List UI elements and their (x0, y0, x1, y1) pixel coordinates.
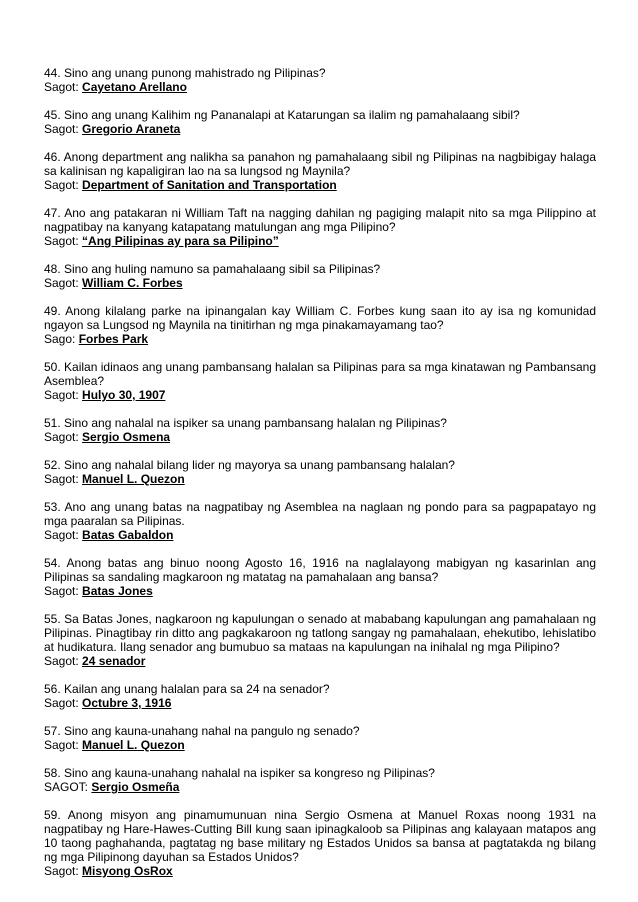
answer-text: Sergio Osmena (82, 430, 171, 444)
answer-label: Sagot: (44, 276, 79, 290)
qa-item (44, 262, 596, 290)
answer-label: Sagot: (44, 122, 79, 136)
answer-line (44, 430, 596, 444)
question-text: 55. Sa Batas Jones, nagkaroon ng kapulungan o senado at mababang kapulungan ang pamahalaan ng Pilipinas. Pinagtibay rin ditto ang pagkakaroon ng tatlong sangay ng pamahalaan, ehekutibo, lehislatibo at hudikatura. Ilang senador ang bumubuo sa mataas na kapulungan na inihalal ng mga Pilipino? (44, 612, 596, 654)
answer-label: Sagot: (44, 738, 79, 752)
answer-text: Department of Sanitation and Transportation (82, 178, 337, 192)
answer-line (44, 696, 596, 710)
answer-label: Sagot: (44, 472, 79, 486)
answer-line (44, 528, 596, 542)
answer-line (44, 80, 596, 94)
qa-item (44, 150, 596, 192)
answer-label: Sagot: (44, 430, 79, 444)
qa-item (44, 724, 596, 752)
answer-label: Sagot: (44, 178, 79, 192)
qa-item (44, 458, 596, 486)
answer-text: William C. Forbes (82, 276, 183, 290)
answer-text: Gregorio Araneta (82, 122, 181, 136)
qa-item (44, 416, 596, 444)
answer-line (44, 122, 596, 136)
answer-text: Hulyo 30, 1907 (82, 388, 166, 402)
answer-text: Octubre 3, 1916 (82, 696, 172, 710)
answer-line (44, 332, 596, 346)
qa-item (44, 66, 596, 94)
answer-line (44, 780, 596, 794)
answer-label: Sagot: (44, 234, 79, 248)
question-text: 58. Sino ang kauna-unahang nahalal na ispiker sa kongreso ng Pilipinas? (44, 766, 435, 780)
question-text: 54. Anong batas ang binuo noong Agosto 16, 1916 na naglalayong mabigyan ng kasarinlan ang Pilipinas sa sandaling magkaroon ng matatag na pamahalaan ang bansa? (44, 556, 596, 584)
answer-text: “Ang Pilipinas ay para sa Pilipino” (82, 234, 279, 248)
answer-text: Batas Gabaldon (82, 528, 174, 542)
answer-text: 24 senador (82, 654, 146, 668)
answer-label: Sagot: (44, 528, 79, 542)
answer-text: Sergio Osmeña (91, 780, 180, 794)
question-text: 46. Anong department ang nalikha sa panahon ng pamahalaang sibil ng Pilipinas na nagbibigay halaga sa kalinisan ng kapaligiran lao na sa lungsod ng Maynila? (44, 150, 596, 178)
qa-item (44, 682, 596, 710)
answer-line (44, 276, 596, 290)
answer-label: Sagot: (44, 654, 79, 668)
answer-label: SAGOT: (44, 780, 89, 794)
question-text: 44. Sino ang unang punong mahistrado ng Pilipinas? (44, 66, 326, 80)
question-text: 56. Kailan ang unang halalan para sa 24 na senador? (44, 682, 330, 696)
question-text: 50. Kailan idinaos ang unang pambansang halalan sa Pilipinas para sa mga kinatawan ng Pambansang Asemblea? (44, 360, 596, 388)
answer-label: Sagot: (44, 864, 79, 878)
question-text: 51. Sino ang nahalal na ispiker sa unang pambansang halalan ng Pilipinas? (44, 416, 447, 430)
qa-item (44, 500, 596, 542)
qa-item (44, 108, 596, 136)
answer-text: Forbes Park (78, 332, 149, 346)
question-text: 57. Sino ang kauna-unahang nahal na pangulo ng senado? (44, 724, 360, 738)
answer-label: Sago: (44, 332, 76, 346)
question-text: 49. Anong kilalang parke na ipinangalan kay William C. Forbes kung saan ito ay isa ng komunidad ngayon sa Lungsod ng Maynila na tinitirhan ng mga pinakamayamang tao? (44, 304, 596, 332)
question-text: 53. Ano ang unang batas na nagpatibay ng Asemblea na naglaan ng pondo para sa pagpapatayo ng mga paaralan sa Pilipinas. (44, 500, 596, 528)
answer-label: Sagot: (44, 80, 79, 94)
answer-line (44, 234, 596, 248)
answer-label: Sagot: (44, 584, 79, 598)
question-text: 59. Anong misyon ang pinamumunuan nina Sergio Osmena at Manuel Roxas noong 1931 na nagpatibay ng Hare-Hawes-Cutting Bill kung saan ipinagkaloob sa Pilipinas ang kalayaan matapos ang 10 taong paghahanda, pagtatag ng base military ng Estados Unidos sa bansa at pagtatakda ng bilang ng mga Pilipinong dayuhan sa Estados Unidos? (44, 808, 596, 864)
answer-line (44, 472, 596, 486)
qa-item (44, 808, 596, 878)
qa-item (44, 766, 596, 794)
answer-line (44, 388, 596, 402)
answer-text: Cayetano Arellano (82, 80, 187, 94)
answer-line (44, 654, 596, 668)
qa-item (44, 304, 596, 346)
answer-text: Misyong OsRox (82, 864, 173, 878)
answer-line (44, 864, 596, 878)
answer-label: Sagot: (44, 388, 79, 402)
question-text: 48. Sino ang huling namuno sa pamahalaang sibil sa Pilipinas? (44, 262, 381, 276)
qa-item (44, 206, 596, 248)
qa-item (44, 360, 596, 402)
answer-text: Manuel L. Quezon (82, 472, 185, 486)
question-text: 45. Sino ang unang Kalihim ng Pananalapi at Katarungan sa ilalim ng pamahalaang sibil? (44, 108, 520, 122)
answer-text: Manuel L. Quezon (82, 738, 185, 752)
answer-line (44, 178, 596, 192)
qa-list (44, 66, 596, 878)
answer-label: Sagot: (44, 696, 79, 710)
qa-item (44, 556, 596, 598)
answer-line (44, 738, 596, 752)
answer-line (44, 584, 596, 598)
question-text: 52. Sino ang nahalal bilang lider ng mayorya sa unang pambansang halalan? (44, 458, 455, 472)
question-text: 47. Ano ang patakaran ni William Taft na nagging dahilan ng pagiging malapit nito sa mga Pilippino at nagpatibay na kanyang katapatang matulungan ang mga Pilipino? (44, 206, 596, 234)
qa-item (44, 612, 596, 668)
answer-text: Batas Jones (82, 584, 153, 598)
